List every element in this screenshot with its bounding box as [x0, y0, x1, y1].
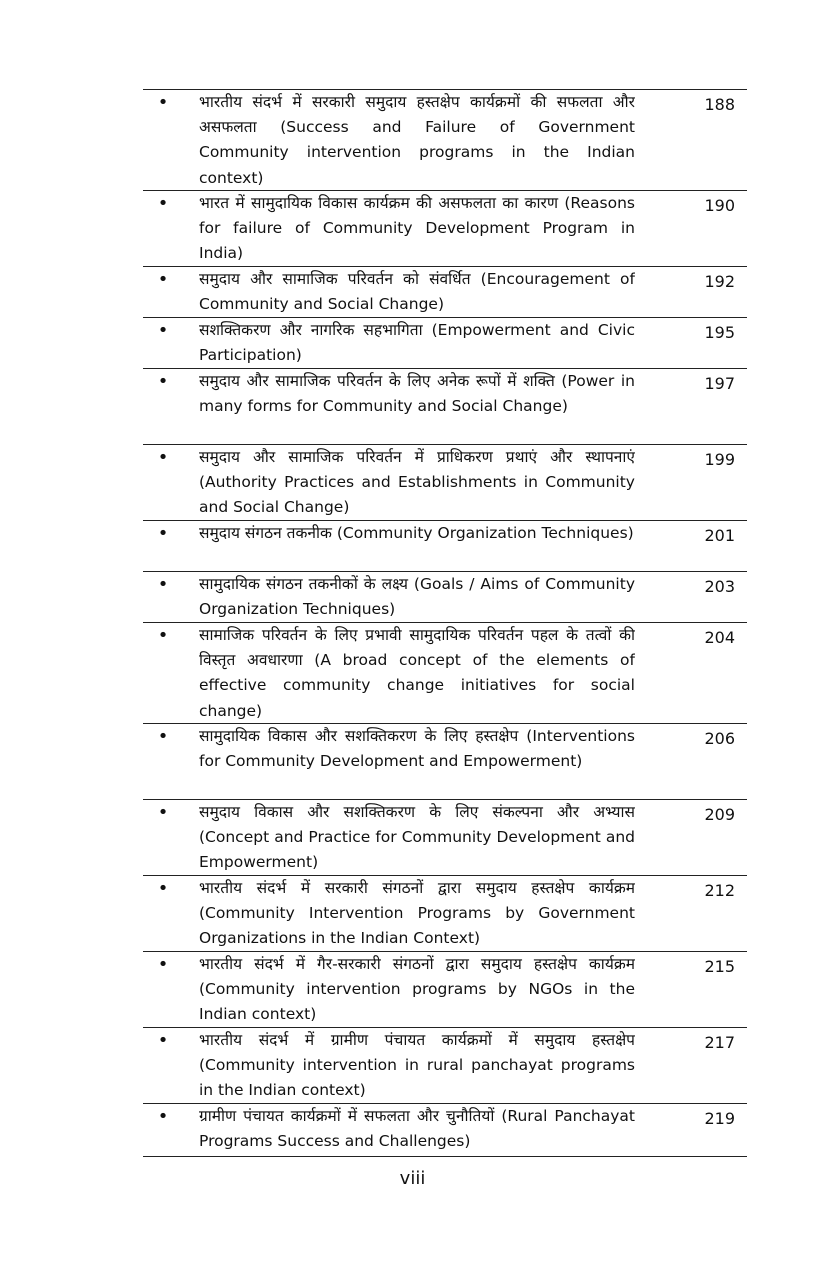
toc-entry-title: समुदाय और सामाजिक परिवर्तन को संवर्धित (Encouragement of Community and Social Change) — [199, 270, 635, 314]
toc-entry-page-number: 215 — [704, 957, 735, 976]
bullet-icon: • — [157, 320, 169, 341]
toc-entry-page-number: 197 — [704, 374, 735, 393]
toc-entry-title: भारतीय संदर्भ में सरकारी समुदाय हस्तक्षेप कार्यक्रमों की सफलता और असफलता (Success and Failure of Government Community intervention programs in the Indian context) — [199, 93, 635, 187]
toc-entry-page-number: 199 — [704, 450, 735, 469]
bullet-icon: • — [157, 523, 169, 544]
toc-entry-page-number: 190 — [704, 196, 735, 215]
toc-entry — [143, 622, 747, 723]
toc-entry — [143, 799, 747, 875]
toc-entry-page-number: 209 — [704, 805, 735, 824]
toc-entry — [143, 875, 747, 951]
bullet-icon: • — [157, 802, 169, 823]
toc-entry-page-number: 201 — [704, 526, 735, 545]
bullet-icon: • — [157, 193, 169, 214]
bullet-icon: • — [157, 1106, 169, 1127]
bullet-icon: • — [157, 574, 169, 595]
bullet-icon: • — [157, 447, 169, 468]
toc-entry-title: सशक्तिकरण और नागरिक सहभागिता (Empowerment and Civic Participation) — [199, 321, 635, 365]
toc-entry-title: समुदाय और सामाजिक परिवर्तन के लिए अनेक रूपों में शक्ति (Power in many forms for Community and Social Change) — [199, 372, 635, 416]
toc-entry — [143, 520, 747, 571]
toc-entry-title: भारतीय संदर्भ में गैर-सरकारी संगठनों द्वारा समुदाय हस्तक्षेप कार्यक्रम (Community intervention programs by NGOs in the Indian context) — [199, 955, 635, 1024]
toc-entry — [143, 1103, 747, 1157]
bullet-icon: • — [157, 625, 169, 646]
toc-entry-page-number: 212 — [704, 881, 735, 900]
toc-entry-title: ग्रामीण पंचायत कार्यक्रमों में सफलता और चुनौतियों (Rural Panchayat Programs Success and Challenges) — [199, 1107, 635, 1151]
bullet-icon: • — [157, 92, 169, 113]
toc-entry — [143, 317, 747, 368]
toc-entry-title: भारतीय संदर्भ में ग्रामीण पंचायत कार्यक्रमों में समुदाय हस्तक्षेप (Community intervention in rural panchayat programs in the Indian context) — [199, 1031, 635, 1100]
toc-entry-title: भारतीय संदर्भ में सरकारी संगठनों द्वारा समुदाय हस्तक्षेप कार्यक्रम (Community Intervention Programs by Government Organizations in the Indian Context) — [199, 879, 635, 948]
toc-entry-page-number: 217 — [704, 1033, 735, 1052]
page-number-footer: viii — [399, 1168, 426, 1189]
toc-entry-title: भारत में सामुदायिक विकास कार्यक्रम की असफलता का कारण (Reasons for failure of Community Development Program in India) — [199, 194, 635, 263]
toc-entry-page-number: 206 — [704, 729, 735, 748]
table-of-contents — [143, 89, 747, 1157]
toc-entry — [143, 571, 747, 622]
toc-entry-title: सामुदायिक विकास और सशक्तिकरण के लिए हस्तक्षेप (Interventions for Community Development and Empowerment) — [199, 727, 635, 771]
bullet-icon: • — [157, 269, 169, 290]
toc-entry-page-number: 203 — [704, 577, 735, 596]
toc-entry — [143, 1027, 747, 1103]
toc-entry — [143, 89, 747, 190]
toc-entry-title: समुदाय संगठन तकनीक (Community Organization Techniques) — [199, 524, 634, 542]
bullet-icon: • — [157, 371, 169, 392]
toc-entry-page-number: 219 — [704, 1109, 735, 1128]
bullet-icon: • — [157, 878, 169, 899]
toc-entry — [143, 368, 747, 444]
toc-entry-title: समुदाय और सामाजिक परिवर्तन में प्राधिकरण प्रथाएं और स्थापनाएं (Authority Practices and Establishments in Community and Social Change) — [199, 448, 635, 517]
toc-entry — [143, 444, 747, 520]
bullet-icon: • — [157, 1030, 169, 1051]
toc-entry — [143, 266, 747, 317]
bullet-icon: • — [157, 954, 169, 975]
toc-entry-page-number: 204 — [704, 628, 735, 647]
toc-entry-title: सामुदायिक संगठन तकनीकों के लक्ष्य (Goals / Aims of Community Organization Techniques) — [199, 575, 635, 619]
toc-entry-page-number: 192 — [704, 272, 735, 291]
toc-entry-title: समुदाय विकास और सशक्तिकरण के लिए संकल्पना और अभ्यास (Concept and Practice for Community Development and Empowerment) — [199, 803, 635, 872]
toc-entry-page-number: 188 — [704, 95, 735, 114]
toc-entry-page-number: 195 — [704, 323, 735, 342]
bullet-icon: • — [157, 726, 169, 747]
toc-entry — [143, 723, 747, 799]
toc-entry — [143, 190, 747, 266]
toc-entry-title: सामाजिक परिवर्तन के लिए प्रभावी सामुदायिक परिवर्तन पहल के तत्वों की विस्तृत अवधारणा (A broad concept of the elements of effective community change initiatives for social change) — [199, 626, 635, 720]
toc-entry — [143, 951, 747, 1027]
